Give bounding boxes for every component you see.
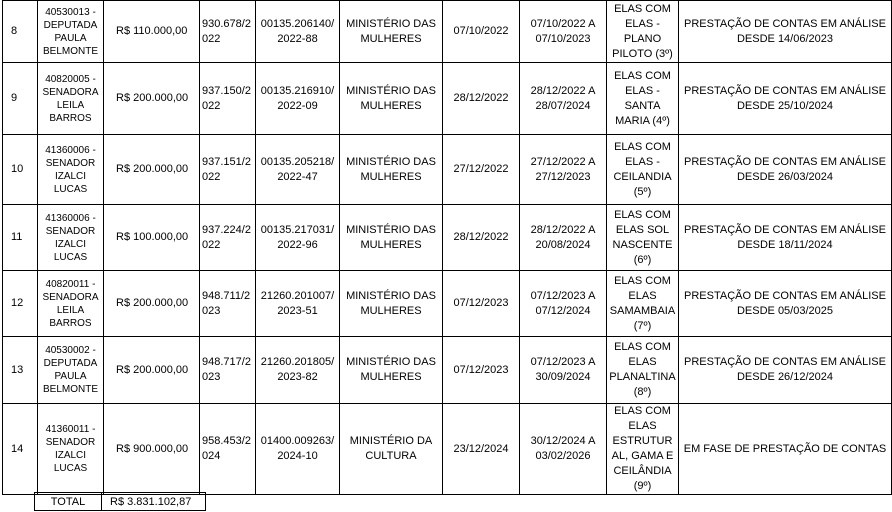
date-cell: 27/12/2022	[443, 135, 520, 205]
status-cell: PRESTAÇÃO DE CONTAS EM ANÁLISE DESDE 14/06/2023	[679, 1, 892, 63]
row-number: 8	[3, 1, 38, 63]
ministry-cell: MINISTÉRIO DAS MULHERES	[340, 337, 443, 404]
process-cell: 00135.205218/2022-47	[256, 135, 340, 205]
process-cell: 00135.217031/2022-96	[256, 205, 340, 271]
validity-cell: 07/12/2023 A 30/09/2024	[520, 337, 607, 404]
project-cell: ELAS COM ELAS SAMAMBAIA (7º)	[607, 271, 679, 337]
project-cell: ELAS COM ELAS - SANTA MARIA (4º)	[607, 63, 679, 135]
status-cell: PRESTAÇÃO DE CONTAS EM ANÁLISE DESDE 26/03/2024	[679, 135, 892, 205]
project-cell: ELAS COM ELAS ESTRUTURAL, GAMA E CEILÂNDIA (9º)	[607, 404, 679, 495]
validity-cell: 28/12/2022 A 28/07/2024	[520, 63, 607, 135]
date-cell: 23/12/2024	[443, 404, 520, 495]
date-cell: 07/12/2023	[443, 337, 520, 404]
table-row	[3, 63, 892, 135]
ministry-cell: MINISTÉRIO DAS MULHERES	[340, 271, 443, 337]
project-cell: ELAS COM ELAS - CEILANDIA (5º)	[607, 135, 679, 205]
table-row	[3, 271, 892, 337]
value-cell: R$ 900.000,00	[104, 404, 200, 495]
emenda-cell: 41360006 - SENADOR IZALCI LUCAS	[38, 205, 104, 271]
date-cell: 07/12/2023	[443, 271, 520, 337]
emenda-cell: 40530013 - DEPUTADA PAULA BELMONTE	[38, 1, 104, 63]
convenio-cell: 948.711/2023	[200, 271, 256, 337]
row-number: 14	[3, 404, 38, 495]
row-number: 11	[3, 205, 38, 271]
table-row	[3, 337, 892, 404]
emenda-cell: 40820005 - SENADORA LEILA BARROS	[38, 63, 104, 135]
total-row	[35, 493, 206, 511]
ministry-cell: MINISTÉRIO DAS MULHERES	[340, 205, 443, 271]
validity-cell: 07/10/2022 A 07/10/2023	[520, 1, 607, 63]
convenio-cell: 958.453/2024	[200, 404, 256, 495]
value-cell: R$ 200.000,00	[104, 271, 200, 337]
value-cell: R$ 110.000,00	[104, 1, 200, 63]
emenda-cell: 40820011 - SENADORA LEILA BARROS	[38, 271, 104, 337]
process-cell: 21260.201007/2023-51	[256, 271, 340, 337]
project-cell: ELAS COM ELAS - PLANO PILOTO (3º)	[607, 1, 679, 63]
row-number: 13	[3, 337, 38, 404]
ministry-cell: MINISTÉRIO DAS MULHERES	[340, 63, 443, 135]
status-cell: PRESTAÇÃO DE CONTAS EM ANÁLISE DESDE 18/11/2024	[679, 205, 892, 271]
convenio-cell: 937.150/2022	[200, 63, 256, 135]
validity-cell: 28/12/2022 A 20/08/2024	[520, 205, 607, 271]
convenio-cell: 937.151/2022	[200, 135, 256, 205]
process-cell: 00135.216910/2022-09	[256, 63, 340, 135]
total-table	[34, 492, 206, 511]
date-cell: 28/12/2022	[443, 205, 520, 271]
status-cell: PRESTAÇÃO DE CONTAS EM ANÁLISE DESDE 25/10/2024	[679, 63, 892, 135]
date-cell: 07/10/2022	[443, 1, 520, 63]
convenio-cell: 937.224/2022	[200, 205, 256, 271]
value-cell: R$ 200.000,00	[104, 135, 200, 205]
table-row	[3, 404, 892, 495]
row-number: 12	[3, 271, 38, 337]
row-number: 9	[3, 63, 38, 135]
total-value: R$ 3.831.102,87	[102, 493, 206, 511]
ministry-cell: MINISTÉRIO DAS MULHERES	[340, 1, 443, 63]
status-cell: PRESTAÇÃO DE CONTAS EM ANÁLISE DESDE 26/12/2024	[679, 337, 892, 404]
convenio-cell: 930.678/2022	[200, 1, 256, 63]
convenio-cell: 948.717/2023	[200, 337, 256, 404]
project-cell: ELAS COM ELAS PLANALTINA (8º)	[607, 337, 679, 404]
validity-cell: 07/12/2023 A 07/12/2024	[520, 271, 607, 337]
table-row	[3, 135, 892, 205]
process-cell: 01400.009263/2024-10	[256, 404, 340, 495]
total-label: TOTAL	[35, 493, 102, 511]
validity-cell: 27/12/2022 A 27/12/2023	[520, 135, 607, 205]
status-cell: PRESTAÇÃO DE CONTAS EM ANÁLISE DESDE 05/03/2025	[679, 271, 892, 337]
process-cell: 21260.201805/2023-82	[256, 337, 340, 404]
value-cell: R$ 200.000,00	[104, 337, 200, 404]
emenda-cell: 41360006 - SENADOR IZALCI LUCAS	[38, 135, 104, 205]
table-row	[3, 1, 892, 63]
value-cell: R$ 200.000,00	[104, 63, 200, 135]
date-cell: 28/12/2022	[443, 63, 520, 135]
row-number: 10	[3, 135, 38, 205]
ministry-cell: MINISTÉRIO DAS MULHERES	[340, 135, 443, 205]
emenda-cell: 41360011 - SENADOR IZALCI LUCAS	[38, 404, 104, 495]
validity-cell: 30/12/2024 A 03/02/2026	[520, 404, 607, 495]
ministry-cell: MINISTÉRIO DA CULTURA	[340, 404, 443, 495]
value-cell: R$ 100.000,00	[104, 205, 200, 271]
emenda-cell: 40530002 - DEPUTADA PAULA BELMONTE	[38, 337, 104, 404]
table-row	[3, 205, 892, 271]
process-cell: 00135.206140/2022-88	[256, 1, 340, 63]
project-cell: ELAS COM ELAS SOL NASCENTE (6º)	[607, 205, 679, 271]
projects-table	[2, 0, 892, 495]
status-cell: EM FASE DE PRESTAÇÃO DE CONTAS	[679, 404, 892, 495]
